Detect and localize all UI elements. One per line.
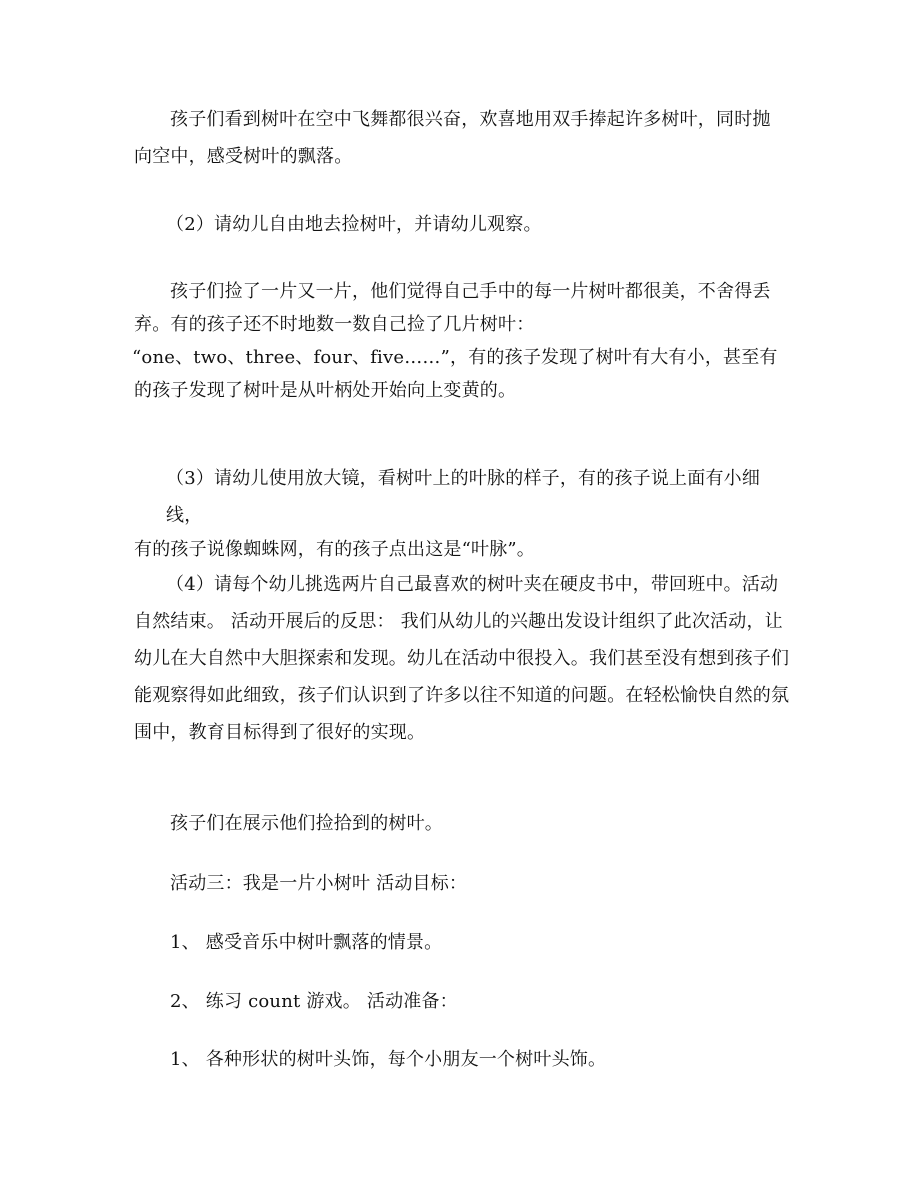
text-line: 2、 练习 count 游戏。 活动准备： — [170, 991, 458, 1012]
text-line: （2）请幼儿自由地去捡树叶，并请幼儿观察。 — [166, 214, 542, 235]
text-line: 孩子们捡了一片又一片，他们觉得自己手中的每一片树叶都很美，不舍得丢 — [170, 281, 771, 302]
heading-activity-3 — [134, 865, 796, 902]
text-line: “one、two、three、four、five……”，有的孩子发现了树叶有大有小，甚至有 — [132, 347, 778, 368]
paragraph-step-2 — [134, 206, 796, 243]
paragraph-picking-leaves — [134, 273, 796, 409]
paragraph-step-4-reflection — [134, 566, 796, 751]
list-item-prep-1 — [134, 1041, 796, 1078]
text-line: 围中，教育目标得到了很好的实现。 — [134, 722, 426, 743]
list-item-goal-1 — [134, 924, 796, 961]
text-line: 孩子们看到树叶在空中飞舞都很兴奋，欢喜地用双手捧起许多树叶，同时抛 — [170, 109, 771, 130]
text-line: 有的孩子说像蜘蛛网，有的孩子点出这是“叶脉”。 — [134, 539, 536, 560]
text-line: 自然结束。 活动开展后的反思： 我们从幼儿的兴趣出发设计组织了此次活动，让 — [134, 611, 783, 632]
paragraph-step-3 — [134, 460, 796, 568]
text-line: （3）请幼儿使用放大镜，看树叶上的叶脉的样子，有的孩子说上面有小细线， — [166, 468, 761, 526]
text-line: 幼儿在大自然中大胆探索和发现。幼儿在活动中很投入。我们甚至没有想到孩子们 — [134, 648, 790, 669]
text-line: 1、 各种形状的树叶头饰，每个小朋友一个树叶头饰。 — [170, 1049, 607, 1070]
text-line: 向空中，感受树叶的飘落。 — [134, 146, 353, 167]
text-line: 能观察得如此细致，孩子们认识到了许多以往不知道的问题。在轻松愉快自然的氛 — [134, 685, 790, 706]
text-line: 孩子们在展示他们捡拾到的树叶。 — [170, 813, 443, 834]
text-line: （4）请每个幼儿挑选两片自己最喜欢的树叶夹在硬皮书中，带回班中。活动 — [166, 574, 779, 595]
paragraph-showing-leaves — [134, 805, 796, 842]
paragraph-leaves-flying — [134, 101, 796, 175]
text-line: 活动三：我是一片小树叶 活动目标： — [170, 873, 468, 894]
list-item-goal-2 — [134, 983, 796, 1020]
text-line: 1、 感受音乐中树叶飘落的情景。 — [170, 932, 443, 953]
text-line: 弃。有的孩子还不时地数一数自己捡了几片树叶： — [134, 314, 535, 335]
text-line: 的孩子发现了树叶是从叶柄处开始向上变黄的。 — [134, 380, 517, 401]
